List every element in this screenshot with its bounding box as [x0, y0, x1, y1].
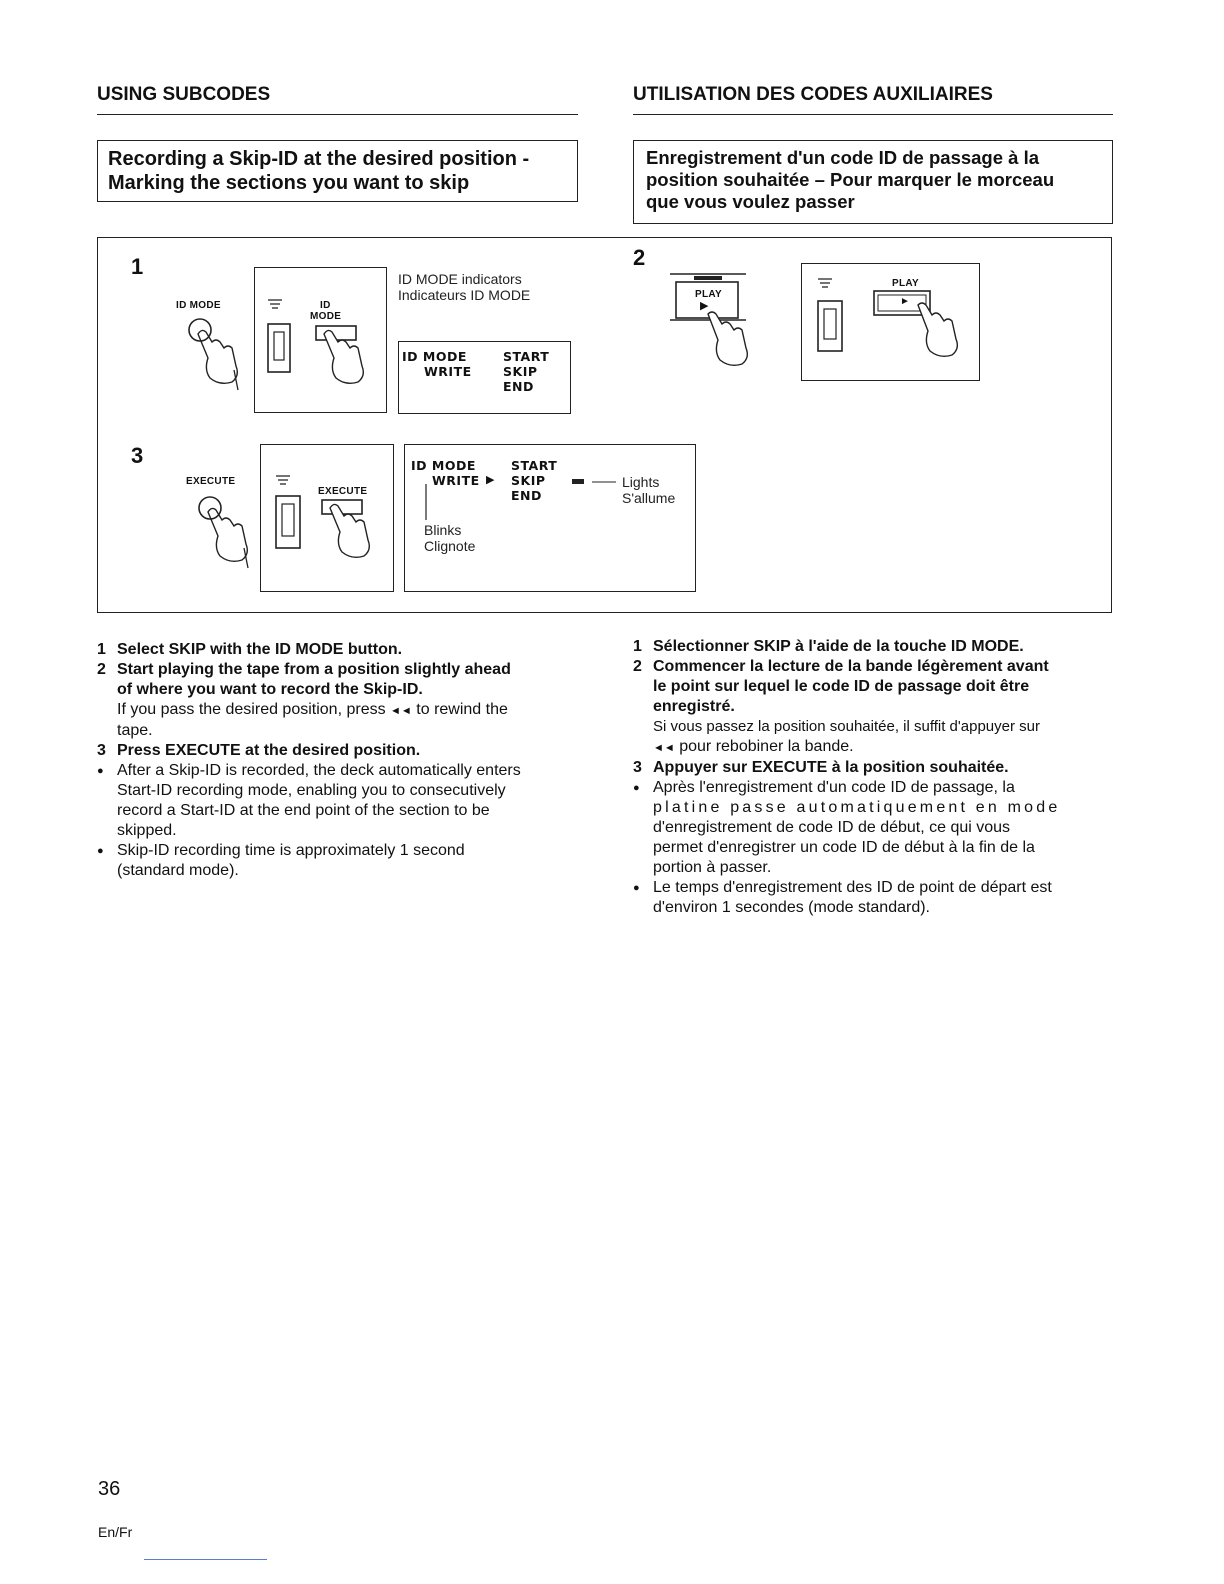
english-instructions: [97, 640, 578, 881]
language-code: En/Fr: [98, 1524, 133, 1540]
en-bullet-1-l3: record a Start-ID at the end point of the section to be: [117, 802, 490, 819]
display3-end: END: [511, 488, 542, 503]
en-bullet-1: ● After a Skip-ID is recorded, the deck automatically enters: [97, 762, 521, 779]
fr-step-2-l3: enregistré.: [653, 698, 735, 715]
rewind-icon: ◄◄: [390, 705, 412, 717]
panel-play-symbol: ►: [900, 296, 910, 307]
fr-bullet-1-l2: platine passe automatiquement en mode: [653, 799, 1061, 816]
fr-step-1: 1 Sélectionner SKIP à l'aide de la touche ID MODE.: [633, 638, 1024, 655]
en-step-2-cont: of where you want to record the Skip-ID.: [117, 681, 423, 698]
panel-id-label: ID: [320, 300, 331, 311]
en-step-2-note-end: tape.: [117, 722, 153, 739]
hand-press-play-icon: [668, 270, 768, 375]
fr-bullet-1-l4: permet d'enregistrer un code ID de début à la fin de la: [653, 839, 1035, 856]
bullet-icon: ●: [633, 882, 640, 894]
bullet-icon: ●: [633, 782, 640, 794]
section-header-fr: UTILISATION DES CODES AUXILIAIRES: [633, 84, 993, 105]
display-skip: SKIP: [503, 364, 538, 379]
display3-arrow: ▶: [486, 474, 495, 486]
header-rule-fr: [633, 114, 1113, 115]
bullet-icon: ●: [97, 765, 104, 777]
en-step-3: 3 Press EXECUTE at the desired position.: [97, 742, 421, 759]
fr-step-2-note: Si vous passez la position souhaitée, il suffit d'appuyer sur: [653, 718, 1040, 735]
footer-rule: [144, 1559, 267, 1560]
step2-panel-illustration: [810, 275, 970, 375]
blinks-en: Blinks: [424, 522, 462, 538]
fr-bullet-1: ● Après l'enregistrement d'un code ID de passage, la: [633, 779, 1015, 796]
display3-write: WRITE: [432, 473, 480, 488]
section-header-en: USING SUBCODES: [97, 84, 271, 105]
id-mode-button-label: ID MODE: [176, 300, 221, 311]
lights-fr: S'allume: [622, 490, 676, 506]
panel-execute-label: EXECUTE: [318, 486, 368, 497]
en-step-2: 2 Start playing the tape from a position slightly ahead: [97, 661, 511, 678]
fr-step-3: 3 Appuyer sur EXECUTE à la position souhaitée.: [633, 759, 1009, 776]
fr-bullet-1-l3: d'enregistrement de code ID de début, ce qui vous: [653, 819, 1011, 836]
fr-bullet-2: ● Le temps d'enregistrement des ID de point de départ est: [633, 879, 1052, 896]
rewind-icon: ◄◄: [653, 742, 675, 754]
id-mode-indicators-en: ID MODE indicators: [398, 271, 522, 287]
display3-start: START: [511, 458, 558, 473]
display-start: START: [503, 349, 550, 364]
bullet-icon: ●: [97, 845, 104, 857]
play-arrow: ▶: [700, 300, 709, 312]
display-end: END: [503, 379, 534, 394]
panel-play-label: PLAY: [892, 278, 919, 289]
blinks-fr: Clignote: [424, 538, 476, 554]
fr-step-2-note-l2: ◄◄ pour rebobiner la bande.: [653, 738, 854, 755]
fr-step-2-l2: le point sur lequel le code ID de passage doit être: [653, 678, 1030, 695]
en-bullet-1-l4: skipped.: [117, 822, 177, 839]
play-button-label: PLAY: [695, 289, 722, 300]
fr-bullet-2-l2: d'environ 1 secondes (mode standard).: [653, 899, 930, 916]
en-bullet-2: ● Skip-ID recording time is approximately 1 second: [97, 842, 465, 859]
fr-bullet-1-l5: portion à passer.: [653, 859, 772, 876]
en-step-2-note: If you pass the desired position, press ◄◄ to rewind the: [117, 701, 508, 718]
step-2-number: 2: [633, 245, 646, 270]
header-rule-en: [97, 114, 578, 115]
display3-skip: SKIP: [511, 473, 546, 488]
title-fr-line2: position souhaitée – Pour marquer le morceau: [646, 169, 1055, 190]
hand-press-execute-icon: [190, 490, 260, 570]
step-1-number: 1: [131, 254, 144, 279]
page-number: 36: [98, 1478, 121, 1500]
display3-id-mode: ID MODE: [411, 458, 476, 473]
title-en-line1: Recording a Skip-ID at the desired position -: [108, 148, 530, 170]
panel-mode-label: MODE: [310, 311, 342, 322]
title-en-line2: Marking the sections you want to skip: [108, 172, 470, 194]
lights-en: Lights: [622, 474, 660, 490]
id-mode-indicators-fr: Indicateurs ID MODE: [398, 287, 531, 303]
fr-step-2: 2 Commencer la lecture de la bande légèrement avant: [633, 658, 1049, 675]
execute-button-label: EXECUTE: [186, 476, 236, 487]
title-box-en: [97, 140, 578, 202]
hand-press-round-button-icon: [180, 312, 250, 392]
en-bullet-2-l2: (standard mode).: [117, 862, 239, 879]
display-write: WRITE: [424, 364, 472, 379]
en-step-1: 1 Select SKIP with the ID MODE button.: [97, 641, 403, 658]
title-fr-line1: Enregistrement d'un code ID de passage à la: [646, 147, 1040, 168]
en-bullet-1-l2: Start-ID recording mode, enabling you to consecutively: [117, 782, 506, 799]
french-instructions: [633, 637, 1113, 918]
display-id-mode: ID MODE: [402, 349, 467, 364]
step-3-number: 3: [131, 443, 144, 468]
title-box-fr: [633, 140, 1113, 224]
title-fr-line3: que vous voulez passer: [646, 191, 855, 212]
